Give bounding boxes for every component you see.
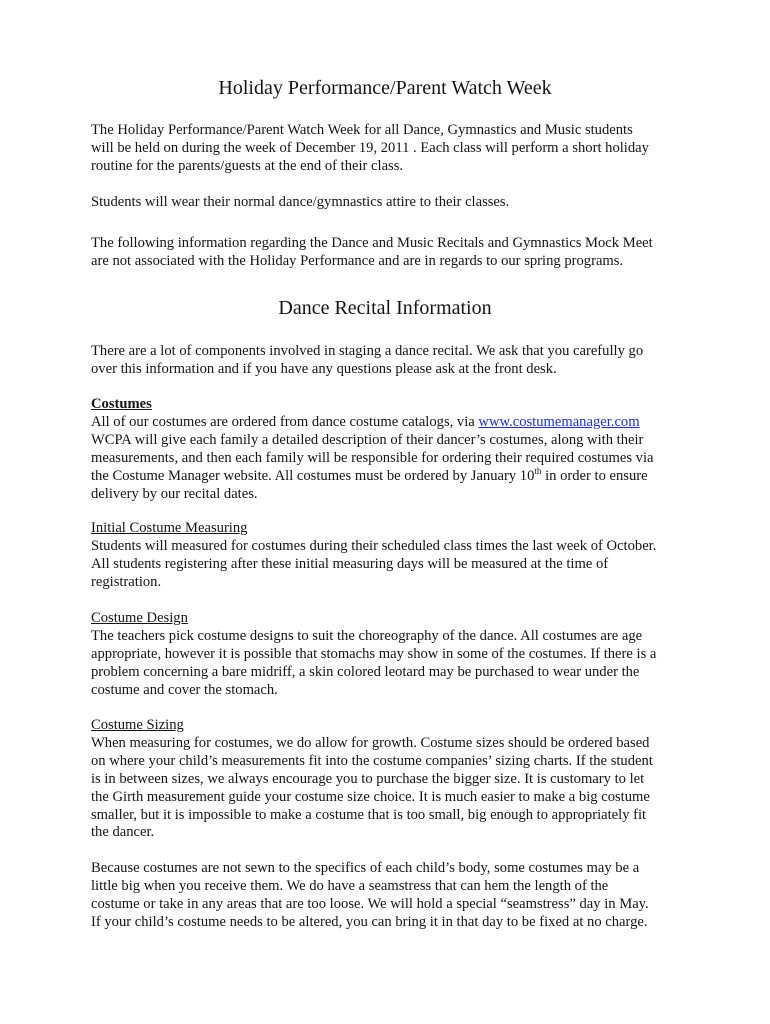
sizing-section xyxy=(91,717,691,842)
costumemanager-link[interactable]: www.costumemanager.com xyxy=(478,413,640,430)
ordinal-suffix: th xyxy=(534,465,542,476)
components-paragraph xyxy=(91,343,691,379)
measuring-section xyxy=(91,520,691,592)
costumes-line: WCPA will give each family a detailed description of their dancer’s costumes, along with their xyxy=(91,431,644,448)
sizing-line: is in between sizes, we always encourage you to purchase the bigger size. It is customary to let xyxy=(91,770,645,787)
intro-paragraph xyxy=(91,122,691,176)
sizing-line: on where your child’s measurements fit into the costume companies’ sizing charts. If the student xyxy=(91,752,653,769)
section-title-dance-recital: Dance Recital Information xyxy=(278,297,492,319)
costumes-text: the Costume Manager website. All costumes must be ordered by January 10 xyxy=(91,467,535,484)
seamstress-line: little big when you receive them. We do have a seamstress that can hem the length of the xyxy=(91,877,609,894)
sizing-line: When measuring for costumes, we do allow for growth. Costume sizes should be ordered based xyxy=(91,734,650,751)
attire-paragraph xyxy=(91,194,691,212)
design-section xyxy=(91,610,691,700)
costumes-line xyxy=(91,465,691,486)
design-heading: Costume Design xyxy=(91,610,188,626)
intro-line: The Holiday Performance/Parent Watch Week for all Dance, Gymnastics and Music students xyxy=(91,122,633,138)
design-line: The teachers pick costume designs to suit the choreography of the dance. All costumes are age xyxy=(91,627,643,644)
seamstress-paragraph xyxy=(91,860,691,932)
sizing-heading: Costume Sizing xyxy=(91,717,184,733)
design-line: costume and cover the stomach. xyxy=(91,681,278,698)
costumes-line: measurements, and then each family will be responsible for ordering their required costumes via xyxy=(91,449,654,466)
sizing-line: the dancer. xyxy=(91,824,155,841)
costumes-line: delivery by our recital dates. xyxy=(91,485,258,502)
costumes-text: in order to ensure xyxy=(541,467,648,484)
following-paragraph xyxy=(91,235,691,271)
costumes-text: All of our costumes are ordered from dance costume catalogs, via xyxy=(91,413,479,430)
design-line: problem concerning a bare midriff, a skin colored leotard may be purchased to wear under the xyxy=(91,663,640,680)
following-line: are not associated with the Holiday Performance and are in regards to our spring programs. xyxy=(91,252,624,269)
intro-line: will be held on during the week of December 19, 2011 . Each class will perform a short holiday xyxy=(91,139,649,156)
measuring-line: All students registering after these initial measuring days will be measured at the time of xyxy=(91,555,609,572)
measuring-line: registration. xyxy=(91,573,162,590)
intro-line: routine for the parents/guests at the end of their class. xyxy=(91,157,404,174)
seamstress-line: If your child’s costume needs to be altered, you can bring it in that day to be fixed at no charge. xyxy=(91,913,648,930)
costumes-line xyxy=(91,414,691,432)
page-title: Holiday Performance/Parent Watch Week xyxy=(218,77,552,99)
components-line: over this information and if you have any questions please ask at the front desk. xyxy=(91,360,557,377)
costumes-heading: Costumes xyxy=(91,396,152,412)
sizing-line: smaller, but it is impossible to make a costume that is too small, big enough to appropriately fit xyxy=(91,806,647,823)
costumes-section xyxy=(91,396,691,503)
sizing-line: the Girth measurement guide your costume size choice. It is much easier to make a big costume xyxy=(91,788,650,805)
following-line: The following information regarding the Dance and Music Recitals and Gymnastics Mock Meet xyxy=(91,235,653,251)
components-line: There are a lot of components involved in staging a dance recital. We ask that you carefully go xyxy=(91,343,644,359)
design-line: appropriate, however it is possible that stomachs may show in some of the costumes. If there is a xyxy=(91,645,657,662)
attire-line: Students will wear their normal dance/gymnastics attire to their classes. xyxy=(91,194,510,210)
measuring-line: Students will measured for costumes during their scheduled class times the last week of October. xyxy=(91,537,657,554)
seamstress-line: Because costumes are not sewn to the specifics of each child’s body, some costumes may be a xyxy=(91,860,640,876)
measuring-heading: Initial Costume Measuring xyxy=(91,520,248,536)
seamstress-line: costume or take in any areas that are too loose. We will hold a special “seamstress” day in May. xyxy=(91,895,649,912)
